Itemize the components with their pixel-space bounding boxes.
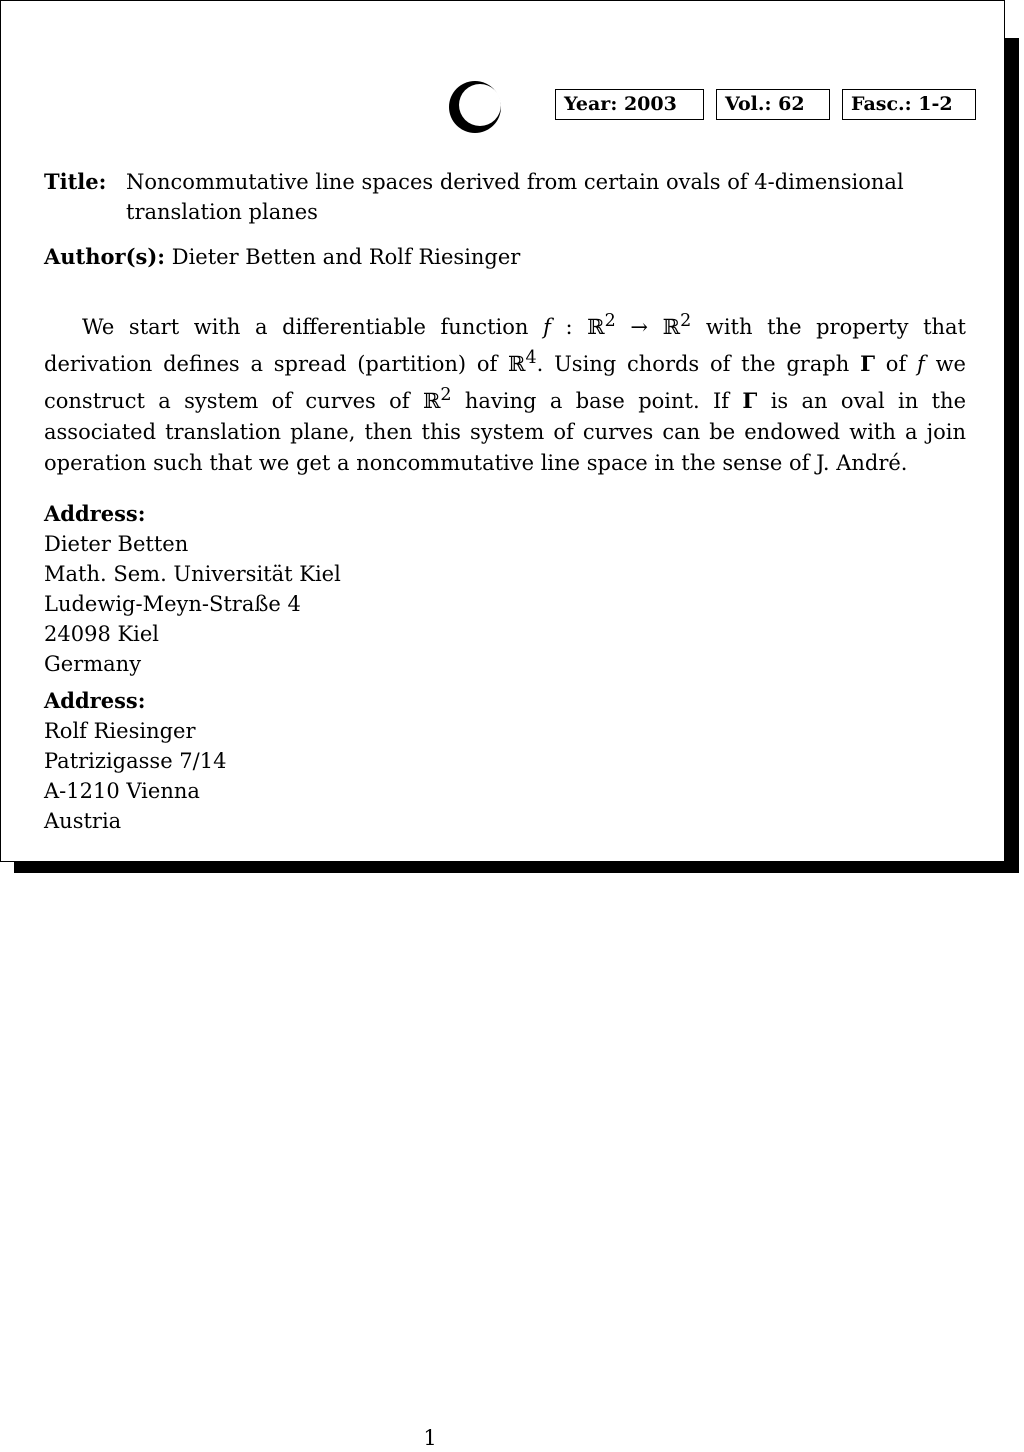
address-block-riesinger: [44, 686, 226, 836]
math-f: f: [917, 352, 925, 376]
title-row: [44, 167, 966, 227]
math-r: ℝ: [508, 352, 526, 376]
address-line: Rolf Riesinger: [44, 719, 196, 743]
address-label: Address:: [44, 688, 146, 713]
fascicle-box: Fasc.: 1-2: [842, 89, 976, 120]
abstract-part: of: [885, 352, 907, 376]
abstract-part: . Using chords of the graph: [536, 352, 850, 376]
math-f: f: [543, 315, 551, 339]
math-r: ℝ: [662, 315, 681, 339]
math-colon: :: [565, 315, 573, 339]
address-line: Ludewig-Meyn-Straße 4: [44, 592, 301, 616]
address-line: Austria: [44, 809, 122, 833]
math-exp: 4: [525, 348, 537, 368]
address-line: Math. Sem. Universität Kiel: [44, 562, 341, 586]
address-line: Patrizigasse 7/14: [44, 749, 227, 773]
math-arrow: →: [630, 315, 648, 339]
paper-title: Noncommutative line spaces derived from certain ovals of 4-dimensional translation planes: [126, 170, 904, 224]
author-row: [44, 242, 520, 272]
address-block-betten: [44, 499, 341, 679]
math-gamma: Γ: [860, 351, 876, 376]
math-gamma: Γ: [742, 388, 758, 413]
address-line: Dieter Betten: [44, 532, 189, 556]
math-r: ℝ: [587, 315, 605, 339]
address-line: A-1210 Vienna: [44, 779, 200, 803]
abstract-part: with the property that derivation defines a spread (partition) of: [44, 315, 966, 376]
address-line: Germany: [44, 652, 142, 676]
authors-label: Author(s):: [44, 244, 166, 269]
abstract-part: We start with a differentiable function: [82, 315, 529, 339]
title-label: Title:: [44, 169, 107, 194]
math-exp: 2: [440, 385, 452, 405]
journal-logo-icon: [447, 79, 505, 137]
math-exp: 2: [680, 311, 692, 331]
abstract-part: we construct a system of curves of: [44, 352, 966, 413]
page-number: 1: [423, 1426, 437, 1450]
volume-box: Vol.: 62: [716, 89, 830, 120]
abstract-part: having a base point. If: [464, 389, 730, 413]
address-label: Address:: [44, 501, 146, 526]
abstract-part: is an oval in the associated translation plane, then this system of curves can be endowed with a join operation such that we get a noncommutative line space in the sense of J. André.: [44, 389, 966, 475]
math-exp: 2: [604, 311, 616, 331]
math-r: ℝ: [422, 389, 441, 413]
abstract-text: [44, 306, 966, 479]
address-line: 24098 Kiel: [44, 622, 160, 646]
year-box: Year: 2003: [555, 89, 704, 120]
authors: Dieter Betten and Rolf Riesinger: [171, 245, 521, 269]
